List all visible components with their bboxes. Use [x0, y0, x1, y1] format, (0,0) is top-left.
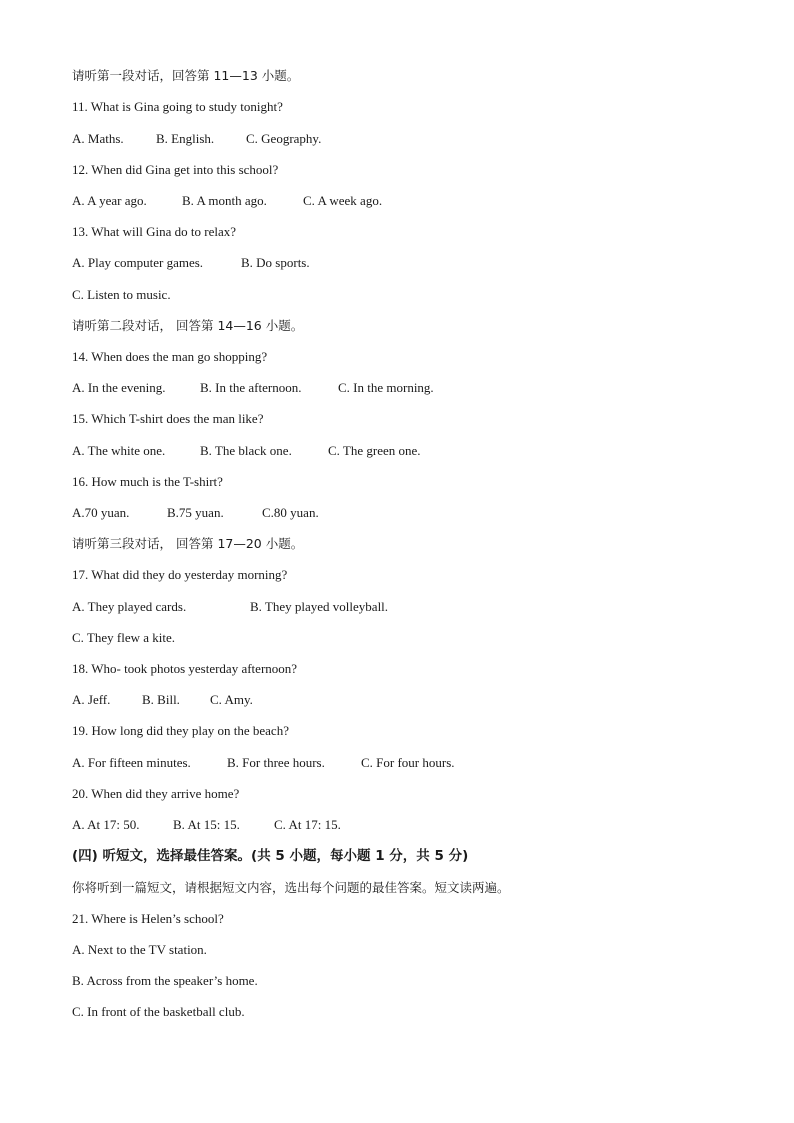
option-13-b: B. Do sports.: [241, 255, 310, 270]
option-12-b: B. A month ago.: [182, 193, 267, 208]
options-13: [72, 255, 772, 271]
option-14-a: A. In the evening.: [72, 380, 166, 395]
option-14-b: B. In the afternoon.: [200, 380, 302, 395]
option-15-a: A. The white one.: [72, 443, 166, 458]
question-18: 18. Who- took photos yesterday afternoon?: [72, 661, 298, 676]
option-13-c: C. Listen to music.: [72, 287, 171, 302]
options-12: [72, 193, 772, 209]
section-header-2: 请听第二段对话， 回答第 14—16 小题。: [72, 318, 304, 333]
option-12-c: C. A week ago.: [303, 193, 383, 208]
question-21: 21. Where is Helen’s school?: [72, 911, 224, 926]
options-11: [72, 131, 772, 147]
options-19: [72, 755, 772, 771]
option-18-b: B. Bill.: [142, 692, 180, 707]
option-21-b: B. Across from the speaker’s home.: [72, 973, 258, 988]
option-11-c: C. Geography.: [246, 131, 322, 146]
question-15: 15. Which T-shirt does the man like?: [72, 411, 264, 426]
option-20-a: A. At 17: 50.: [72, 817, 140, 832]
question-12: 12. When did Gina get into this school?: [72, 162, 279, 177]
option-15-b: B. The black one.: [200, 443, 292, 458]
question-17: 17. What did they do yesterday morning?: [72, 567, 288, 582]
part-4-title: (四) 听短文，选择最佳答案。(共 5 小题，每小题 1 分，共 5 分): [72, 848, 469, 864]
option-19-b: B. For three hours.: [227, 755, 325, 770]
question-20: 20. When did they arrive home?: [72, 786, 240, 801]
question-13: 13. What will Gina do to relax?: [72, 224, 237, 239]
option-11-b: B. English.: [156, 131, 215, 146]
section-header-1: 请听第一段对话，回答第 11—13 小题。: [72, 68, 300, 83]
options-16: [72, 505, 772, 521]
part-4-instruction: 你将听到一篇短文，请根据短文内容，选出每个问题的最佳答案。短文读两遍。: [72, 880, 510, 895]
options-15: [72, 443, 772, 459]
question-16: 16. How much is the T-shirt?: [72, 474, 223, 489]
section-header-3: 请听第三段对话， 回答第 17—20 小题。: [72, 536, 304, 551]
option-17-a: A. They played cards.: [72, 599, 187, 614]
options-17: [72, 599, 772, 615]
options-20: [72, 817, 772, 833]
option-16-a: A.70 yuan.: [72, 505, 130, 520]
option-16-c: C.80 yuan.: [262, 505, 319, 520]
option-15-c: C. The green one.: [328, 443, 421, 458]
option-12-a: A. A year ago.: [72, 193, 147, 208]
option-17-c: C. They flew a kite.: [72, 630, 176, 645]
option-19-c: C. For four hours.: [361, 755, 455, 770]
option-20-b: B. At 15: 15.: [173, 817, 240, 832]
option-17-b: B. They played volleyball.: [250, 599, 389, 614]
question-11: 11. What is Gina going to study tonight?: [72, 99, 283, 114]
option-21-c: C. In front of the basketball club.: [72, 1004, 245, 1019]
option-14-c: C. In the morning.: [338, 380, 434, 395]
option-16-b: B.75 yuan.: [167, 505, 224, 520]
option-18-a: A. Jeff.: [72, 692, 111, 707]
options-14: [72, 380, 772, 396]
option-13-a: A. Play computer games.: [72, 255, 204, 270]
option-18-c: C. Amy.: [210, 692, 253, 707]
option-21-a: A. Next to the TV station.: [72, 942, 207, 957]
question-14: 14. When does the man go shopping?: [72, 349, 268, 364]
question-19: 19. How long did they play on the beach?: [72, 723, 289, 738]
options-18: [72, 692, 772, 708]
option-20-c: C. At 17: 15.: [274, 817, 341, 832]
option-19-a: A. For fifteen minutes.: [72, 755, 191, 770]
option-11-a: A. Maths.: [72, 131, 124, 146]
